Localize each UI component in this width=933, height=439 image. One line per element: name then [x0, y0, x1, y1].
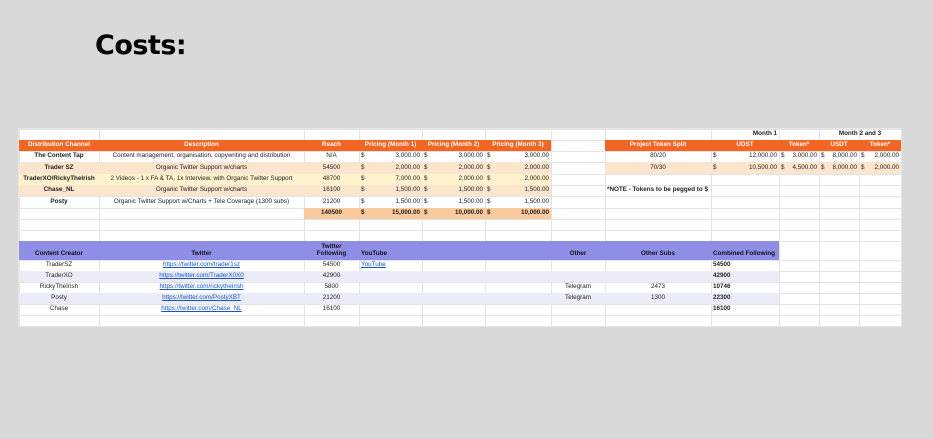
pricing-month-2: [422, 196, 485, 208]
amount: 1,500.00: [524, 197, 549, 205]
currency-symbol: $: [361, 175, 365, 183]
amount: 2,000.00: [458, 163, 483, 171]
total-month-3: [485, 208, 551, 219]
channel-reach: 16100: [322, 186, 341, 194]
amount: 2,000.00: [524, 175, 549, 183]
channel-description: 2 Videos - 1 x FA & TA, 1x Interview, with Organic Twitter Support: [99, 174, 304, 185]
currency-symbol: $: [487, 197, 491, 205]
pricing-month-3: [485, 196, 551, 208]
month-2-3-usdt: [819, 162, 859, 174]
distribution-header-4: Pricing (Month 2): [422, 140, 485, 151]
header-line: Following: [316, 249, 347, 257]
currency-symbol: $: [361, 197, 365, 205]
pricing-month-3: [485, 185, 551, 196]
amount: 1,500.00: [395, 197, 420, 205]
youtube-link[interactable]: YouTube: [361, 261, 386, 269]
amount: 15,000.00: [391, 209, 420, 217]
combined-following: 22300: [713, 294, 731, 302]
channel-description: Content management, organisation, copywriting and distribution: [112, 152, 291, 160]
gridline: [19, 315, 901, 316]
amount: 7,000.00: [395, 175, 420, 183]
currency-symbol: $: [487, 186, 491, 194]
twitter-following: 16100: [322, 305, 341, 313]
amount: 8,000.00: [832, 152, 857, 160]
token-split-ratio: 80/20: [650, 152, 666, 160]
currency-symbol: $: [424, 209, 428, 217]
channel-reach: N/A: [326, 152, 337, 160]
amount: 12,000.00: [748, 152, 777, 160]
amount: 3,000.00: [524, 152, 549, 160]
currency-symbol: $: [361, 186, 365, 194]
header-line: Twitter: [321, 242, 342, 250]
channel-name: Trader SZ: [44, 163, 74, 171]
twitter-link[interactable]: https://twitter.com/rickytheirish: [159, 283, 244, 291]
other-subs: 2473: [650, 283, 665, 291]
creators-header-other: Other: [551, 241, 605, 260]
combined-following: 54500: [713, 261, 731, 269]
twitter-link[interactable]: https://twitter.com/TraderX0X0: [159, 272, 244, 280]
amount: 1,500.00: [395, 186, 420, 194]
pricing-month-2: [422, 174, 485, 185]
creators-header-name: Content Creator: [19, 241, 99, 260]
currency-symbol: $: [487, 209, 491, 217]
creator-name: RickyTheIrish: [39, 283, 79, 291]
gridline: [19, 230, 901, 231]
channel-reach: 54500: [322, 163, 341, 171]
total-month-1: [359, 208, 422, 219]
combined-following: 42900: [713, 272, 731, 280]
token-header-4: Token*: [859, 140, 901, 151]
amount: 8,000.00: [832, 163, 857, 171]
pricing-month-3: [485, 162, 551, 174]
amount: 10,000.00: [454, 209, 483, 217]
month-2-3-usdt: [819, 151, 859, 162]
month-2-3-token: [859, 151, 901, 162]
currency-symbol: $: [713, 163, 717, 171]
token-note: *NOTE - Tokens to be pegged to $: [607, 186, 708, 194]
token-header-1: UDST: [711, 140, 779, 151]
amount: 1,500.00: [524, 186, 549, 194]
creators-header-youtube: YouTube: [359, 241, 422, 260]
gridline: [19, 326, 901, 327]
currency-symbol: $: [424, 197, 428, 205]
pricing-month-3: [485, 151, 551, 162]
other-platform: Telegram: [565, 294, 591, 302]
other-platform: Telegram: [565, 283, 591, 291]
month-1-token: [779, 162, 819, 174]
currency-symbol: $: [361, 152, 365, 160]
currency-symbol: $: [424, 175, 428, 183]
currency-symbol: $: [487, 163, 491, 171]
pricing-month-1: [359, 174, 422, 185]
channel-reach: 48700: [322, 175, 341, 183]
pricing-month-1: [359, 185, 422, 196]
amount: 1,500.00: [458, 197, 483, 205]
pricing-month-1: [359, 151, 422, 162]
channel-description: Organic Twitter Support w/Charts + Tele Coverage (1300 subs): [113, 197, 290, 205]
currency-symbol: $: [424, 163, 428, 171]
spreadsheet: [18, 128, 902, 327]
creators-header-following: [304, 241, 359, 260]
pricing-month-1: [359, 196, 422, 208]
distribution-header-1: Description: [99, 140, 304, 151]
distribution-header-0: Distribution Channel: [19, 140, 99, 151]
distribution-header-5: Pricing (Month 3): [485, 140, 551, 151]
pricing-month-2: [422, 151, 485, 162]
month-2-3-group-header: Month 2 and 3: [838, 130, 882, 138]
amount: 4,500.00: [792, 163, 817, 171]
amount: 2,000.00: [874, 152, 899, 160]
creator-name: TraderSZ: [45, 261, 73, 269]
twitter-link[interactable]: https://twitter.com/trader1sz: [163, 261, 240, 269]
other-subs: 1300: [650, 294, 665, 302]
currency-symbol: $: [781, 163, 785, 171]
channel-description: Organic Twitter Support w/charts: [155, 163, 248, 171]
amount: 2,000.00: [458, 175, 483, 183]
currency-symbol: $: [361, 209, 365, 217]
token-split-ratio: 70/30: [650, 163, 666, 171]
gridline: [901, 129, 902, 326]
pricing-month-3: [485, 174, 551, 185]
channel-name: The Content Tap: [34, 152, 84, 160]
distribution-header-2: Reach: [304, 140, 359, 151]
amount: 2,000.00: [874, 163, 899, 171]
amount: 3,000.00: [792, 152, 817, 160]
month-1-token: [779, 151, 819, 162]
currency-symbol: $: [424, 152, 428, 160]
month-1-usdt: [711, 162, 779, 174]
combined-following: 10746: [713, 283, 731, 291]
total-month-2: [422, 208, 485, 219]
currency-symbol: $: [821, 152, 825, 160]
amount: 2,000.00: [524, 163, 549, 171]
channel-reach: 21200: [322, 197, 341, 205]
pricing-month-2: [422, 185, 485, 196]
month-1-usdt: [711, 151, 779, 162]
amount: 10,000.00: [520, 209, 549, 217]
creator-name: TraderXO: [45, 272, 73, 280]
token-split-header: Project Token Split: [605, 140, 711, 151]
channel-name: TraderXO/RickyTheIrish: [23, 175, 95, 183]
token-header-2: Token*: [779, 140, 819, 151]
total-reach: 140500: [320, 209, 342, 217]
amount: 3,000.00: [458, 152, 483, 160]
pricing-month-1: [359, 162, 422, 174]
currency-symbol: $: [861, 163, 865, 171]
page-title: Costs:: [95, 30, 187, 61]
month-1-group-header: Month 1: [752, 130, 778, 138]
creator-name: Chase: [49, 305, 69, 313]
gridline: [19, 219, 901, 220]
creators-header-combined: Combined Following: [711, 241, 779, 260]
currency-symbol: $: [487, 175, 491, 183]
currency-symbol: $: [487, 152, 491, 160]
amount: 2,000.00: [395, 163, 420, 171]
twitter-following: 21200: [322, 294, 341, 302]
twitter-link[interactable]: https://twitter.com/PostyXBT: [162, 294, 241, 302]
twitter-link[interactable]: https://twitter.com/Chase_NL: [161, 305, 242, 313]
distribution-header-3: Pricing (Month 1): [359, 140, 422, 151]
token-header-3: USDT: [819, 140, 859, 151]
twitter-following: 54500: [322, 261, 341, 269]
twitter-following: 42900: [322, 272, 341, 280]
currency-symbol: $: [713, 152, 717, 160]
currency-symbol: $: [781, 152, 785, 160]
creator-name: Posty: [51, 294, 67, 302]
amount: 1,500.00: [458, 186, 483, 194]
creators-header-other-subs: Other Subs: [605, 241, 711, 260]
currency-symbol: $: [861, 152, 865, 160]
creators-header-twitter: Twitter: [99, 241, 304, 260]
currency-symbol: $: [821, 163, 825, 171]
channel-description: Organic Twitter Support w/charts: [155, 186, 248, 194]
month-2-3-token: [859, 162, 901, 174]
amount: 10,500.00: [748, 163, 777, 171]
channel-name: Posty: [50, 197, 68, 205]
channel-name: Chase_NL: [43, 186, 75, 194]
pricing-month-2: [422, 162, 485, 174]
currency-symbol: $: [361, 163, 365, 171]
amount: 3,000.00: [395, 152, 420, 160]
currency-symbol: $: [424, 186, 428, 194]
twitter-following: 5800: [324, 283, 339, 291]
combined-following: 16100: [713, 305, 731, 313]
